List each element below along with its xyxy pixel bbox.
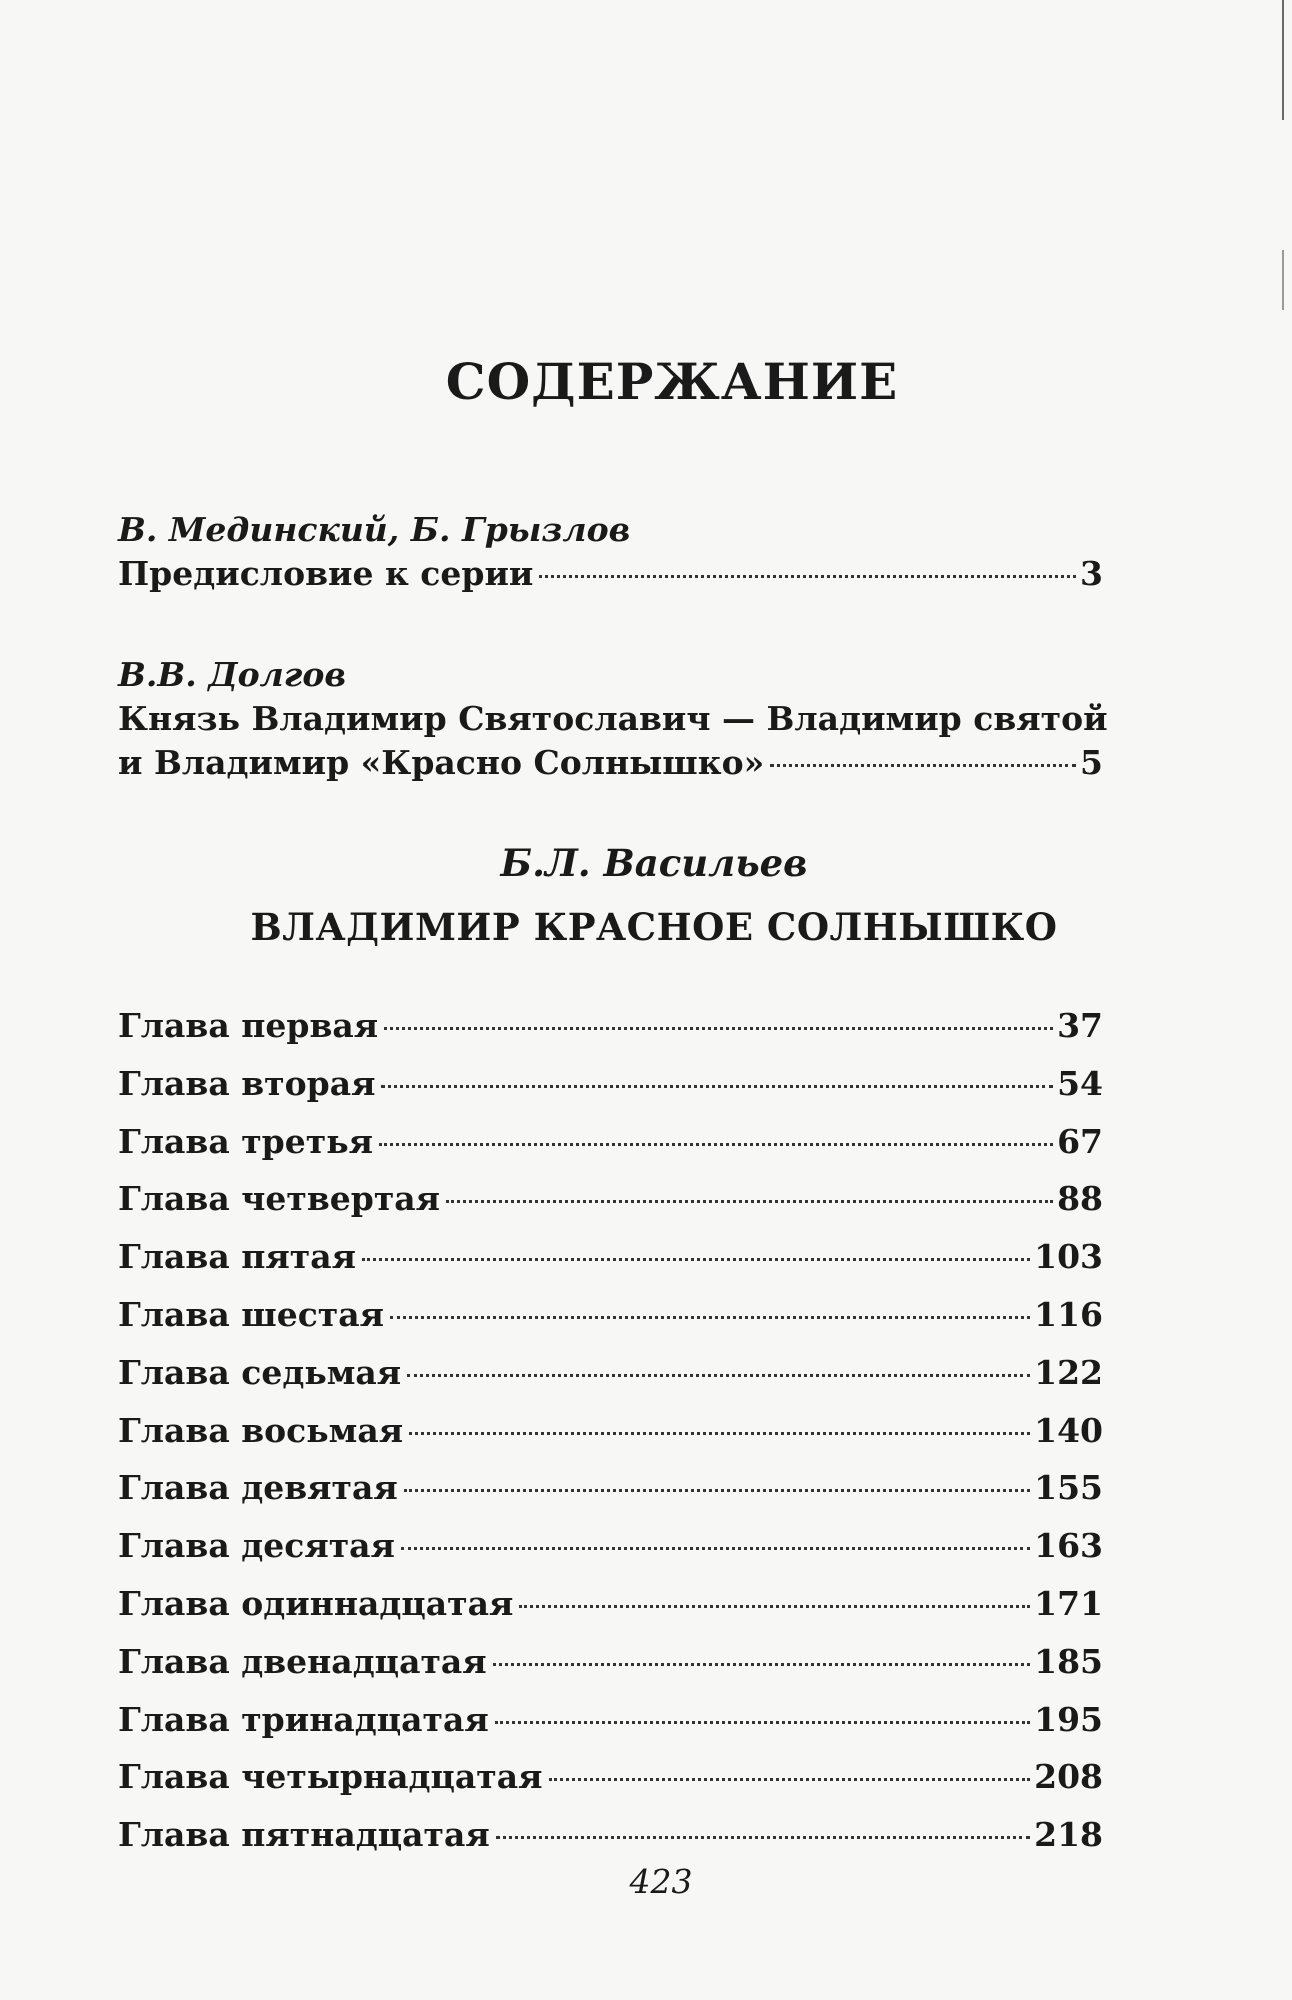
- chapter-entry: [118, 1286, 1103, 1344]
- dot-leader: [519, 1605, 1030, 1608]
- chapter-page: 195: [1034, 1699, 1103, 1739]
- chapter-entry: [118, 1113, 1103, 1171]
- dot-leader: [409, 1432, 1030, 1435]
- dot-leader: [549, 1778, 1031, 1781]
- dot-leader: [404, 1489, 1030, 1492]
- entry-author: В. Мединский, Б. Грызлов: [118, 510, 631, 549]
- chapter-entry: [118, 1228, 1103, 1286]
- chapter-label: Глава восьмая: [118, 1410, 404, 1450]
- chapter-entry: [118, 1748, 1103, 1806]
- entry-title-continued: и Владимир «Красно Солнышко»: [118, 743, 765, 782]
- chapter-label: Глава пятнадцатая: [118, 1815, 490, 1855]
- chapter-page: 67: [1057, 1121, 1103, 1161]
- dot-leader: [446, 1200, 1053, 1203]
- chapter-page: 171: [1034, 1583, 1103, 1623]
- chapter-entry: [118, 1575, 1103, 1633]
- chapter-list: [118, 997, 1103, 1864]
- entry-page: 3: [1080, 554, 1103, 593]
- chapter-label: Глава первая: [118, 1006, 379, 1045]
- dot-leader: [493, 1663, 1030, 1666]
- dot-leader: [407, 1374, 1030, 1377]
- chapter-label: Глава девятая: [118, 1468, 398, 1508]
- chapter-page: 54: [1057, 1063, 1103, 1103]
- page-edge-mark: [1282, 0, 1284, 120]
- chapter-page: 155: [1034, 1468, 1103, 1508]
- chapter-entry: [118, 1055, 1103, 1113]
- entry-title-line: [118, 741, 1103, 785]
- entry-title: Предисловие к серии: [118, 554, 534, 593]
- dot-leader: [390, 1316, 1030, 1319]
- chapter-entry: [118, 1806, 1103, 1864]
- chapter-label: Глава третья: [118, 1121, 373, 1161]
- page-edge-mark: [1282, 250, 1284, 310]
- book-title: ВЛАДИМИР КРАСНОЕ СОЛНЫШКО: [250, 905, 1058, 949]
- chapter-page: 218: [1034, 1815, 1103, 1855]
- chapter-page: 88: [1057, 1179, 1103, 1219]
- chapter-page: 103: [1034, 1237, 1103, 1277]
- chapter-entry: [118, 1344, 1103, 1402]
- chapter-page: 140: [1034, 1410, 1103, 1450]
- dot-leader: [379, 1143, 1053, 1146]
- chapter-page: 185: [1034, 1641, 1103, 1681]
- chapter-entry: [118, 997, 1103, 1055]
- chapter-label: Глава одиннадцатая: [118, 1583, 514, 1623]
- dot-leader: [384, 1027, 1053, 1030]
- chapter-entry: [118, 1517, 1103, 1575]
- chapter-label: Глава четырнадцатая: [118, 1757, 543, 1797]
- chapter-label: Глава двенадцатая: [118, 1641, 487, 1681]
- dot-leader: [401, 1547, 1030, 1550]
- dot-leader: [381, 1085, 1053, 1088]
- toc-entry-preface: [118, 508, 1103, 596]
- toc-title: СОДЕРЖАНИЕ: [445, 352, 899, 411]
- dot-leader: [770, 764, 1076, 767]
- chapter-label: Глава вторая: [118, 1063, 376, 1103]
- chapter-entry: [118, 1170, 1103, 1228]
- toc-entry-introduction: [118, 653, 1108, 785]
- chapter-entry: [118, 1691, 1103, 1749]
- chapter-page: 163: [1034, 1526, 1103, 1566]
- chapter-entry: [118, 1459, 1103, 1517]
- dot-leader: [495, 1721, 1030, 1724]
- entry-page: 5: [1080, 743, 1103, 782]
- chapter-label: Глава десятая: [118, 1526, 395, 1566]
- chapter-label: Глава седьмая: [118, 1352, 402, 1392]
- entry-title-line: [118, 552, 1103, 596]
- page-number: 423: [629, 1862, 693, 1901]
- chapter-label: Глава пятая: [118, 1237, 356, 1277]
- entry-title: Князь Владимир Святославич — Владимир святой: [118, 699, 1108, 738]
- chapter-label: Глава тринадцатая: [118, 1699, 489, 1739]
- chapter-label: Глава шестая: [118, 1294, 384, 1334]
- dot-leader: [539, 575, 1076, 578]
- entry-author: В.В. Долгов: [118, 655, 347, 694]
- dot-leader: [496, 1836, 1030, 1839]
- chapter-page: 208: [1034, 1757, 1103, 1797]
- chapter-page: 37: [1057, 1006, 1103, 1045]
- chapter-entry: [118, 1402, 1103, 1460]
- chapter-label: Глава четвертая: [118, 1179, 441, 1219]
- dot-leader: [362, 1258, 1030, 1261]
- chapter-page: 116: [1034, 1294, 1103, 1334]
- book-author: Б.Л. Васильев: [500, 841, 808, 885]
- chapter-entry: [118, 1633, 1103, 1691]
- chapter-page: 122: [1034, 1352, 1103, 1392]
